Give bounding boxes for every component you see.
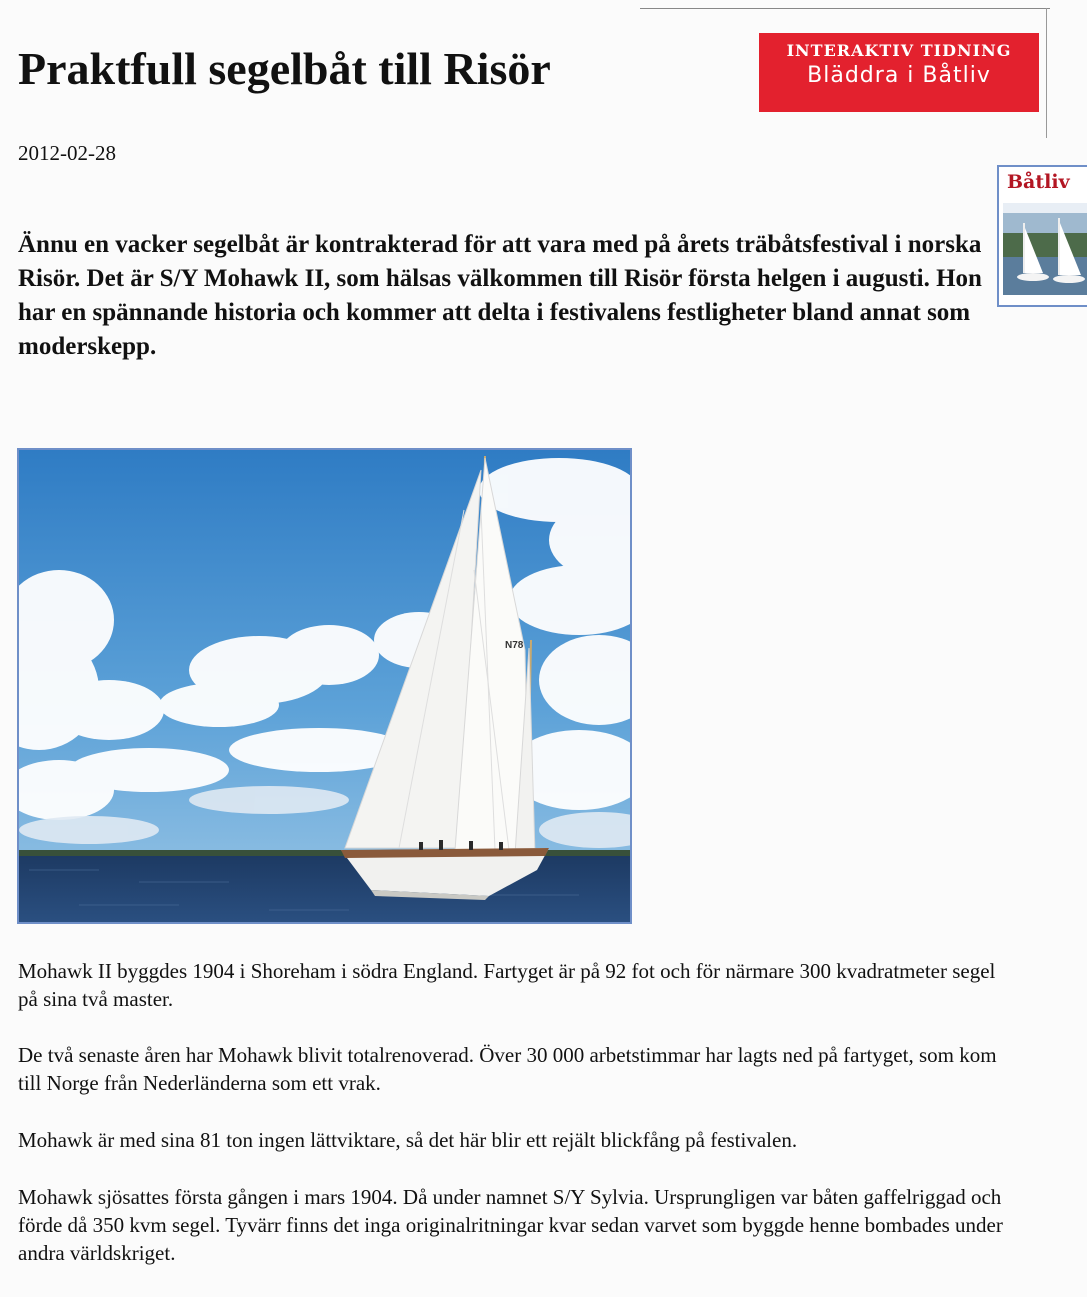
article-paragraph: Mohawk sjösattes första gången i mars 1904. Då under namnet S/Y Sylvia. Ursprungligen var båten gaffelriggad och förde då 350 kvm segel. Tyvärr finns det inga originalritningar kvar sedan varvet som byggde henne bombades under andra världskriget. bbox=[18, 1185, 1003, 1265]
article-paragraph: Mohawk II byggdes 1904 i Shoreham i södra England. Fartyget är på 92 fot och för närmare 300 kvadratmeter segel på sina två master. bbox=[18, 959, 996, 1011]
article-paragraph: De två senaste åren har Mohawk blivit totalrenoverad. Över 30 000 arbetstimmar har lagts ned på fartyget, som kom till Norge från Nederländerna som ett vrak. bbox=[18, 1043, 997, 1095]
magazine-cover-thumbnail[interactable] bbox=[997, 165, 1087, 307]
sailboat-photo bbox=[17, 448, 632, 924]
sailboat-illustration bbox=[19, 450, 630, 922]
ad-label-interactive: INTERAKTIV TIDNING bbox=[786, 41, 1012, 60]
magazine-cover-photo bbox=[1003, 203, 1087, 295]
scan-edge-line bbox=[640, 8, 1050, 9]
sail-number: N78 bbox=[505, 640, 524, 651]
magazine-title: Båtliv bbox=[1007, 171, 1070, 193]
scan-edge-line-right bbox=[1046, 8, 1047, 138]
article-title: Praktfull segelbåt till Risör bbox=[18, 43, 551, 94]
ad-label-browse: Bläddra i Båtliv bbox=[807, 63, 991, 88]
article-date: 2012-02-28 bbox=[18, 141, 116, 165]
interactive-magazine-button[interactable] bbox=[759, 33, 1039, 112]
article-lead: Ännu en vacker segelbåt är kontrakterad för att vara med på årets träbåtsfestival i norska Risör. Det är S/Y Mohawk II, som hälsas välkommen till Risör första helgen i augusti. Hon har en spännande historia och kommer att delta i festivalens festligheter bland annat som moderskepp. bbox=[18, 231, 982, 360]
article-paragraph: Mohawk är med sina 81 ton ingen lättviktare, så det här blir ett rejält blickfång på festivalen. bbox=[18, 1128, 798, 1152]
